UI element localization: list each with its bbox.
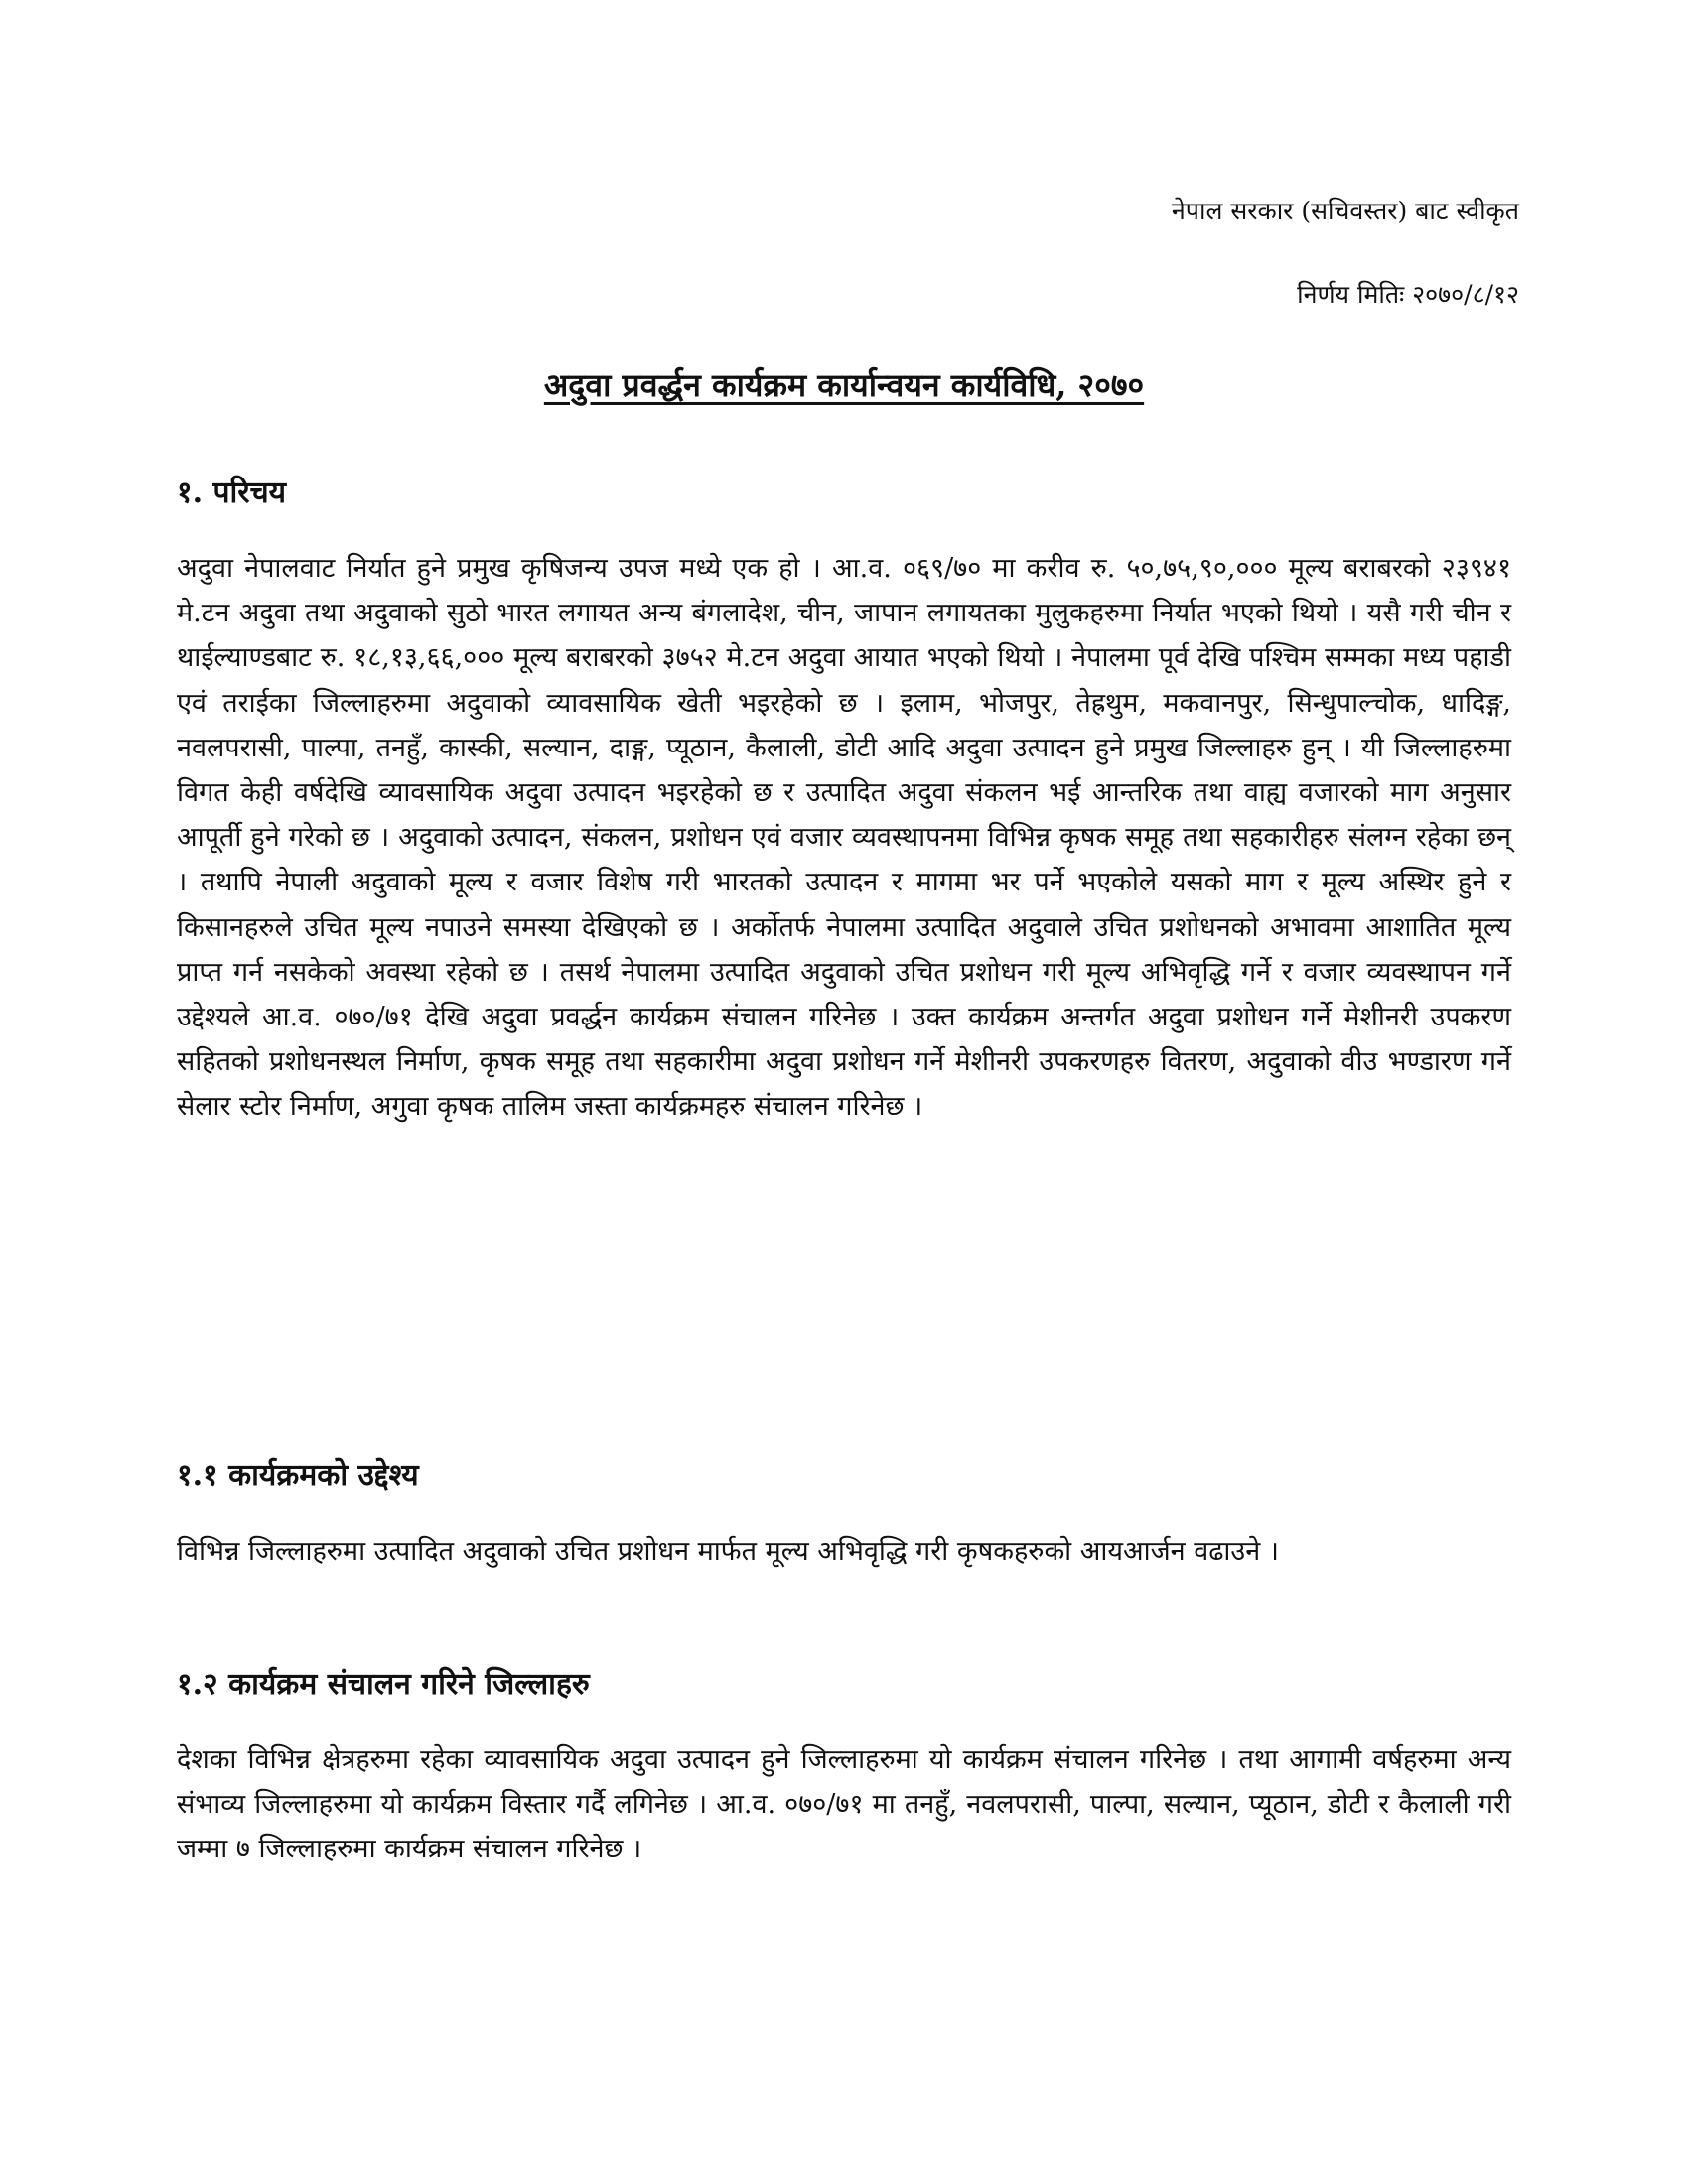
section-body-districts: देशका विभिन्न क्षेत्रहरुमा रहेका व्यावसायिक अदुवा उत्पादन हुने जिल्लाहरुमा यो कार्यक्रम संचालन गरिनेछ । तथा आगामी वर्षहरुमा अन्य संभाव्य जिल्लाहरुमा यो कार्यक्रम विस्तार गर्दै लगिनेछ । आ.व. ०७०/७१ मा तनहुँ, नवलपरासी, पाल्पा, सल्यान, प्यूठान, डोटी र कैलाली गरी जम्मा ७ जिल्लाहरुमा कार्यक्रम संचालन गरिनेछ । xyxy=(177,1744,1511,1865)
section-body-objective: विभिन्न जिल्लाहरुमा उत्पादित अदुवाको उचित प्रशोधन मार्फत मूल्य अभिवृद्धि गरी कृषकहरुको आयआर्जन वढाउने । xyxy=(177,1536,1280,1567)
section-body-introduction: अदुवा नेपालवाट निर्यात हुने प्रमुख कृषिजन्य उपज मध्ये एक हो । आ.व. ०६९/७० मा करीव रु. ५०,७५,९०,००० मूल्य बराबरको २३९४१ मे.टन अदुवा तथा अदुवाको सुठो भारत लगायत अन्य बंगलादेश, चीन, जापान लगायतका मुलुकहरुमा निर्यात भएको थियो । यसै गरी चीन र थाईल्याण्डबाट रु. १८,१३,६६,००० मूल्य बराबरको ३७५२ मे.टन अदुवा आयात भएको थियो । नेपालमा पूर्व देखि पश्चिम सम्मका मध्य पहाडी एवं तराईका जिल्लाहरुमा अदुवाको व्यावसायिक खेती भइरहेको छ । इलाम, भोजपुर, तेह्रथुम, मकवानपुर, सिन्धुपाल्चोक, धादिङ्ग, नवलपरासी, पाल्पा, तनहुँ, कास्की, सल्यान, दाङ्ग, प्यूठान, कैलाली, डोटी आदि अदुवा उत्पादन हुने प्रमुख जिल्लाहरु हुन् । यी जिल्लाहरुमा विगत केही वर्षदेखि व्यावसायिक अदुवा उत्पादन भइरहेको छ र उत्पादित अदुवा संकलन भई आन्तरिक तथा वाह्य वजारको माग अनुसार आपूर्ती हुने गरेको छ । अदुवाको उत्पादन, संकलन, प्रशोधन एवं वजार व्यवस्थापनमा विभिन्न कृषक समूह तथा सहकारीहरु संलग्न रहेका छन् । तथापि नेपाली अदुवाको मूल्य र वजार विशेष गरी भारतको उत्पादन र मागमा भर पर्ने भएकोले यसको माग र मूल्य अस्थिर हुने र किसानहरुले उचित मूल्य नपाउने समस्या देखिएको छ । अर्कोतर्फ नेपालमा उत्पादित अदुवाले उचित प्रशोधनको अभावमा आशातित मूल्य प्राप्त गर्न नसकेको अवस्था रहेको छ । तसर्थ नेपालमा उत्पादित अदुवाको उचित प्रशोधन गरी मूल्य अभिवृद्धि गर्ने र वजार व्यवस्थापन गर्ने उद्देश्यले आ.व. ०७०/७१ देखि अदुवा प्रवर्द्धन कार्यक्रम संचालन गरिनेछ । उक्त कार्यक्रम अन्तर्गत अदुवा प्रशोधन गर्ने मेशीनरी उपकरण सहितको प्रशोधनस्थल निर्माण, कृषक समूह तथा सहकारीमा अदुवा प्रशोधन गर्ने मेशीनरी उपकरणहरु वितरण, अदुवाको वीउ भण्डारण गर्ने सेलार स्टोर निर्माण, अगुवा कृषक तालिम जस्ता कार्यक्रमहरु संचालन गरिनेछ । xyxy=(177,553,1511,1123)
section-heading-introduction: १. परिचय xyxy=(177,476,287,510)
document-title-text: अदुवा प्रवर्द्धन कार्यक्रम कार्यान्वयन कार्यविधि, २०७० xyxy=(543,366,1145,404)
approval-note: नेपाल सरकार (सचिवस्तर) बाट स्वीकृत xyxy=(1171,197,1519,225)
document-title xyxy=(0,363,1688,407)
section-heading-districts: १.२ कार्यक्रम संचालन गरिने जिल्लाहरु xyxy=(177,1667,590,1702)
decision-date: निर्णय मितिः २०७०/८/१२ xyxy=(1297,280,1519,309)
section-heading-objective: १.१ कार्यक्रमको उद्देश्य xyxy=(177,1458,419,1493)
